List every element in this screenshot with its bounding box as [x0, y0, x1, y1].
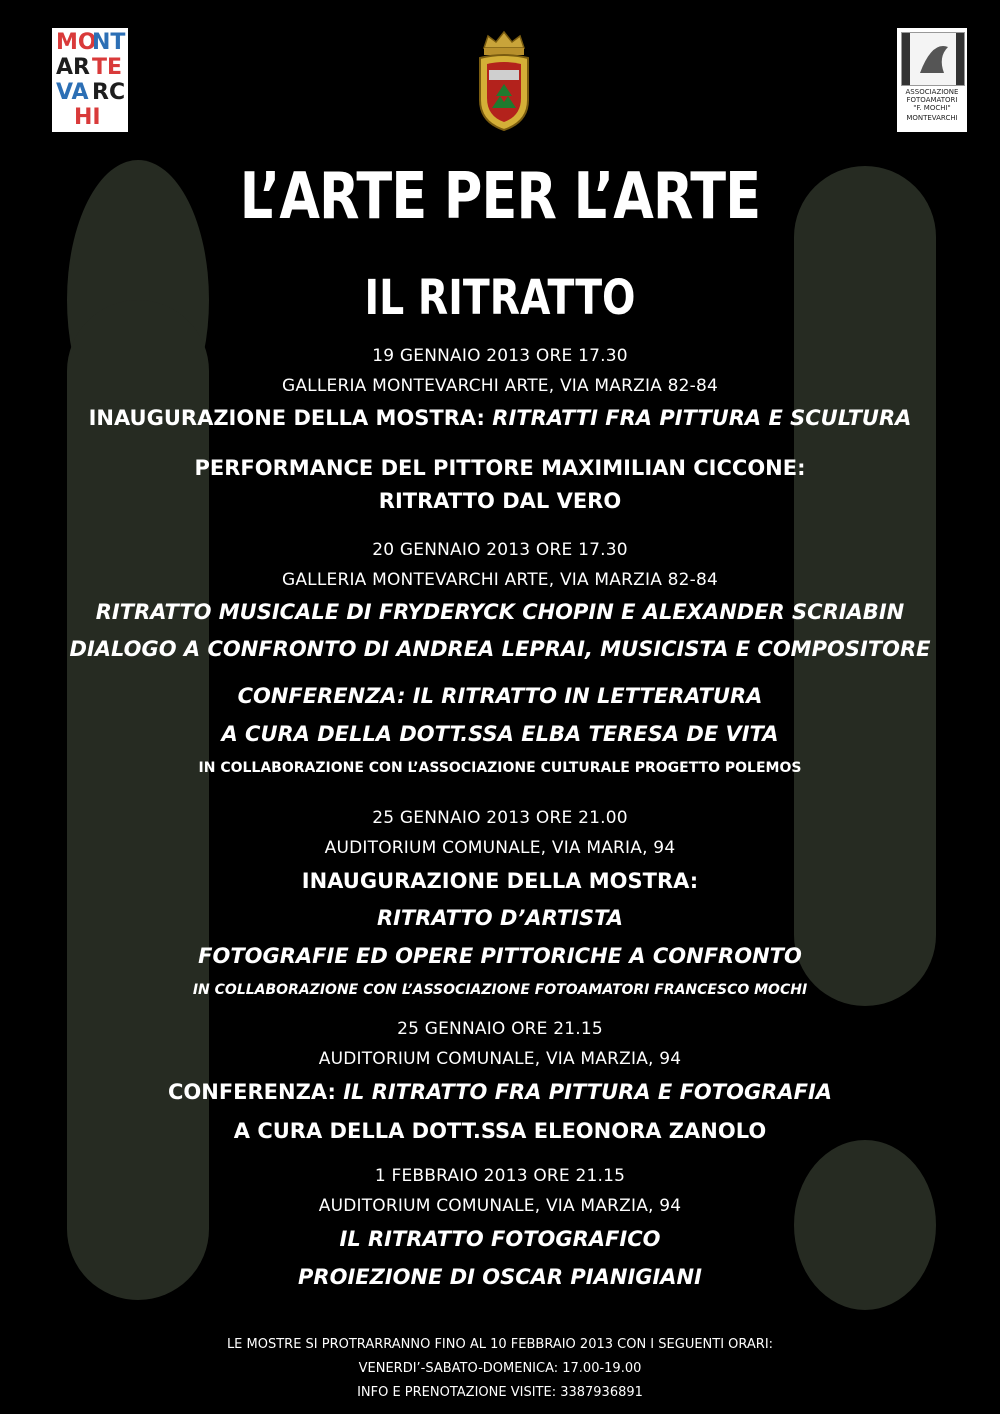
logo-letters-6: RC: [92, 80, 126, 105]
event4-place: AUDITORIUM COMUNALE, VIA MARZIA, 94: [318, 1049, 682, 1069]
event2-date: 20 GENNAIO 2013 ORE 17.30: [372, 540, 628, 560]
footer-line-2: VENERDI’-SABATO-DOMENICA: 17.00-19.00: [358, 1361, 642, 1376]
page-subtitle: IL RITRATTO: [364, 270, 636, 326]
event4-heading-a: CONFERENZA:: [167, 1080, 344, 1104]
logo-letters-2: NT: [92, 30, 126, 55]
event1-performance-1: PERFORMANCE DEL PITTORE MAXIMILIAN CICCONE:: [194, 456, 806, 480]
event1-heading-a: INAUGURAZIONE DELLA MOSTRA:: [88, 406, 493, 430]
event4-heading: [0, 1080, 1000, 1104]
event5-line-1: IL RITRATTO FOTOGRAFICO: [339, 1227, 661, 1251]
event4-heading-b: IL RITRATTO FRA PITTURA E FOTOGRAFIA: [343, 1080, 833, 1104]
event3-collaboration: IN COLLABORAZIONE CON L’ASSOCIAZIONE FOTOAMATORI FRANCESCO MOCHI: [192, 982, 808, 998]
page-title: L’ARTE PER L’ARTE: [239, 160, 761, 234]
event3-line-3: FOTOGRAFIE ED OPERE PITTORICHE A CONFRONTO: [198, 944, 802, 968]
event1-performance-2: RITRATTO DAL VERO: [378, 489, 622, 513]
event1-heading-b: RITRATTI FRA PITTURA E SCULTURA: [492, 406, 912, 430]
event2-place: GALLERIA MONTEVARCHI ARTE, VIA MARZIA 82-84: [281, 570, 719, 590]
event3-place: AUDITORIUM COMUNALE, VIA MARIA, 94: [324, 838, 676, 858]
event1-heading: [0, 406, 1000, 430]
event3-line-2: RITRATTO D’ARTISTA: [376, 906, 624, 930]
fotoamatori-text-4: MONTEVARCHI: [906, 114, 958, 122]
footer-line-3: INFO E PRENOTAZIONE VISITE: 3387936891: [357, 1385, 643, 1400]
logo-letters-3: AR: [56, 55, 90, 80]
logo-letters-5: VA: [56, 80, 89, 105]
event2-collaboration: IN COLLABORAZIONE CON L’ASSOCIAZIONE CULTURALE PROGETTO POLEMOS: [198, 760, 802, 776]
fotoamatori-logo: [897, 28, 967, 132]
event4-line-2: A CURA DELLA DOTT.SSA ELEONORA ZANOLO: [233, 1119, 767, 1143]
logo-letters-4: TE: [92, 55, 123, 80]
event1-place: GALLERIA MONTEVARCHI ARTE, VIA MARZIA 82-84: [281, 376, 719, 396]
event3-line-1: INAUGURAZIONE DELLA MOSTRA:: [301, 869, 699, 893]
event4-date: 25 GENNAIO ORE 21.15: [397, 1019, 603, 1039]
logo-letters-1: MO: [56, 30, 97, 55]
montevarchi-logo: [52, 28, 128, 132]
event2-line-4: A CURA DELLA DOTT.SSA ELBA TERESA DE VITA: [221, 722, 779, 746]
fotoamatori-text-3: "F. MOCHI": [913, 104, 951, 112]
town-crest-icon: [474, 30, 534, 132]
event2-line-3: CONFERENZA: IL RITRATTO IN LETTERATURA: [237, 684, 763, 708]
event5-place: AUDITORIUM COMUNALE, VIA MARZIA, 94: [318, 1196, 682, 1216]
logo-letters-7: HI: [74, 105, 101, 130]
event5-date: 1 FEBBRAIO 2013 ORE 21.15: [374, 1166, 626, 1186]
film-strip-icon: [901, 32, 965, 86]
decor-pill-left: [67, 300, 209, 1300]
event2-line-1: RITRATTO MUSICALE DI FRYDERYCK CHOPIN E ALEXANDER SCRIABIN: [95, 600, 905, 624]
fotoamatori-text-1: ASSOCIAZIONE: [905, 88, 959, 96]
event5-line-2: PROIEZIONE DI OSCAR PIANIGIANI: [298, 1265, 702, 1289]
event2-line-2: DIALOGO A CONFRONTO DI ANDREA LEPRAI, MUSICISTA E COMPOSITORE: [69, 637, 931, 661]
footer-line-1: LE MOSTRE SI PROTRARRANNO FINO AL 10 FEBBRAIO 2013 CON I SEGUENTI ORARI:: [226, 1337, 774, 1352]
event1-date: 19 GENNAIO 2013 ORE 17.30: [372, 346, 628, 366]
event3-date: 25 GENNAIO 2013 ORE 21.00: [372, 808, 628, 828]
fotoamatori-text-2: FOTOAMATORI: [906, 96, 958, 104]
